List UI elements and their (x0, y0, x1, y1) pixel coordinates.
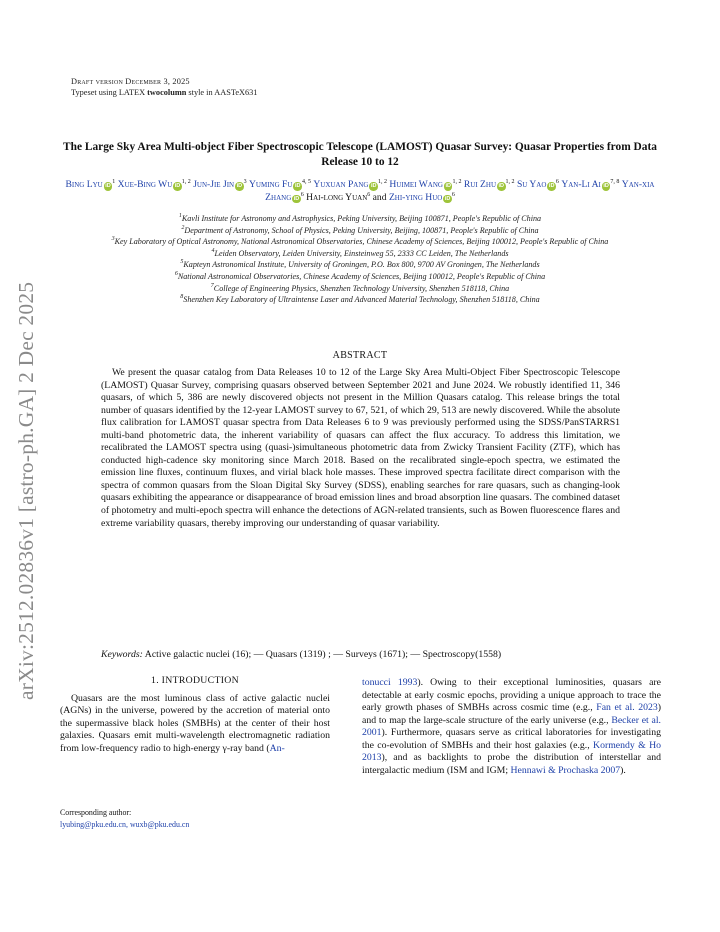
author-list (60, 179, 660, 204)
author-name: Hai-long Yuan (306, 191, 368, 203)
corresponding-label: Corresponding author: (60, 808, 132, 817)
affiliation: $^3$Key Laboratory of Optical Astronomy, National Astronomical Observatories, Chinese Academy of Sciences, Beijing 100012, People's Republic of China (111, 236, 609, 247)
right-column (362, 677, 661, 777)
author-affiliation-marker: 6 (555, 179, 559, 185)
latex-logo: LATEX (118, 87, 146, 97)
keywords-list: Active galactic nuclei (16); — Quasars (1319) ; — Surveys (1671); — Spectroscopy(1558) (142, 649, 502, 660)
author-affiliation-marker: 1, 2 (181, 179, 191, 185)
author-name[interactable]: Yuming Fu (249, 179, 293, 190)
author-name[interactable]: Huimei Wang (389, 179, 443, 190)
citation-antonucci[interactable]: An- (269, 742, 285, 754)
affiliation: $^5$Kapteyn Astronomical Institute, University of Groningen, P.O. Box 800, 9700 AV Groningen, The Netherlands (180, 259, 540, 270)
author-name[interactable]: Zhi-ying Huo (388, 191, 443, 203)
orcid-icon[interactable]: iD (444, 195, 451, 202)
author (66, 179, 116, 190)
affiliation: $^7$College of Engineering Physics, Shenzhen Technology University, Shenzhen 518118, China (210, 282, 510, 293)
author (193, 179, 246, 190)
header-note (71, 77, 257, 98)
intro-paragraph-right: tonucci 1993). Owing to their exceptional luminosities, quasars are detectable at early cosmic epochs, providing a unique approach to trace the early growth phases of SMBHs across cosmic time (e.g., Fan et al. 2023) and to map the large-scale structure of the early universe (e.g., Becker et al. 2001). Furthermore, quasars serve as critical laboratories for investigating the co-evolution of SMBHs and their host galaxies (e.g., Kormendy & Ho 2013), and as backlights to probe the distribution of interstellar and intergalactic medium (ISM and IGM; Hennawi & Prochaska 2007). (362, 677, 661, 776)
citation-antonucci-cont[interactable]: tonucci 1993 (362, 677, 418, 688)
abstract-heading: ABSTRACT (332, 350, 388, 361)
affiliations (60, 213, 660, 306)
orcid-icon[interactable]: iD (445, 183, 451, 189)
abstract-text: We present the quasar catalog from Data Releases 10 to 12 of the Large Sky Area Multi-Object Fiber Spectroscopic Telescope (LAMOST) Quasar Survey, comprising quasars observed between September 2021 and June 2024. We robustly identified 11, 346 quasars, of which 5, 386 are newly discovered objects not present in the Million Quasars catalog. This release brings the total number of quasars identified by the 12-year LAMOST survey to 67, 521, of which 29, 513 are newly discovered. While the absolute flux calibration for LAMOST quasar spectra from Data Releases 6 to 9 was previously performed using the SDSS/PanSTARRS1 multi-band photometric data, the inherent variability of quasars can affect the flux accuracy. To address this limitation, we recalibrated the LAMOST spectra using (quasi-)simultaneous photometric data from Zwicky Transient Facility (ZTF), which has conducted high-cadence sky monitoring since March 2018. Based on the recalibrated single-epoch spectra, we estimated the emission line fluxes, continuum fluxes, and virial black hole masses. These improved spectra facilitate direct comparison with the spectra of common quasars from the Sloan Digital Sky Survey (SDSS), enabling searches for rare quasars, such as changing-look quasars exhibiting the appearance or disappearance of broad emission lines and broad absorption line quasars. The combined dataset of photometry and multi-epoch spectra will enhance the detections of AGN-related transients, such as Bowen fluorescence flares and extreme variability quasars, thereby improving our understanding of quasar variability. (101, 367, 620, 529)
author (389, 192, 455, 203)
author-and: and (372, 191, 387, 203)
affiliation: $^1$Kavli Institute for Astronomy and Astrophysics, Peking University, Beijing 100871, People's Republic of China (178, 213, 542, 223)
author-name[interactable]: Xue-Bing Wu (117, 179, 173, 190)
author-name[interactable]: Su Yao (516, 179, 547, 190)
author-name[interactable]: Bing Lyu (65, 179, 103, 190)
author-affiliation-marker: 1, 2 (452, 179, 462, 185)
orcid-icon[interactable]: iD (105, 183, 111, 189)
typeset-line: Typeset using LATEX twocolumn style in AASTeX631 (71, 87, 258, 97)
orcid-icon[interactable]: iD (236, 183, 243, 189)
corresponding-emails[interactable]: lyubing@pku.edu.cn, wuxb@pku.edu.cn (60, 820, 190, 829)
orcid-icon[interactable]: iD (294, 183, 301, 189)
author-name[interactable]: Rui Zhu (463, 179, 497, 190)
author-affiliation-marker: 1, 2 (377, 179, 387, 185)
orcid-icon[interactable]: iD (498, 183, 505, 189)
author-affiliation-marker: 4, 5 (301, 179, 311, 185)
affiliation: $^4$Leiden Observatory, Leiden University, Einsteinweg 55, 2333 CC Leiden, The Netherlands (211, 247, 509, 258)
author-affiliation-marker: 3 (243, 179, 247, 185)
citation-kormendy[interactable]: Kormendy & Ho 2013 (362, 739, 661, 764)
keywords (101, 649, 620, 661)
orcid-icon[interactable]: iD (174, 183, 181, 189)
author-name[interactable]: Yuxuan Pang (313, 179, 369, 190)
author (561, 179, 619, 190)
arxiv-identifier-stamp: arXiv:2512.02836v1 [astro-ph.GA] 2 Dec 2025 (14, 281, 38, 700)
author (389, 179, 461, 190)
author-affiliation-marker: 1, 2 (505, 179, 515, 185)
orcid-icon[interactable]: iD (603, 183, 609, 189)
author-affiliation-marker: 6 (367, 191, 371, 198)
author-affiliation-marker: 6 (451, 191, 455, 198)
author (517, 179, 559, 190)
author-name[interactable]: Jun-Jie Jin (193, 179, 235, 190)
affiliation: $^2$Department of Astronomy, School of Physics, Peking University, Beijing, 100871, People's Republic of China (181, 224, 539, 235)
orcid-icon[interactable]: iD (548, 183, 555, 189)
left-column (60, 675, 330, 755)
affiliation: $^6$National Astronomical Observatories, Chinese Academy of Sciences, Beijing 100012, People's Republic of China (174, 270, 546, 281)
section-heading-introduction: 1. INTRODUCTION (151, 675, 239, 686)
author-affiliation-marker: 7, 8 (610, 179, 620, 185)
orcid-icon[interactable]: iD (293, 195, 300, 202)
author (306, 192, 370, 203)
citation-fan[interactable]: Fan et al. 2023 (596, 702, 658, 714)
author (118, 179, 191, 190)
author-name[interactable]: Yan-xia Zhang (265, 179, 655, 203)
orcid-icon[interactable]: iD (370, 183, 377, 189)
author-name[interactable]: Yan-Li Ai (561, 179, 601, 190)
affiliation: $^8$Shenzhen Key Laboratory of Ultraintense Laser and Advanced Material Technology, Shenzhen 518118, China (180, 294, 540, 305)
paper-title: The Large Sky Area Multi-object Fiber Spectroscopic Telescope (LAMOST) Quasar Survey: Quasar Properties from Data Release 10 to 12 (63, 141, 657, 168)
author (464, 179, 515, 190)
author-affiliation-marker: 1 (112, 179, 116, 185)
intro-paragraph-left: Quasars are the most luminous class of active galactic nuclei (AGNs) in the universe, powered by the accretion of material onto the supermassive black holes (SMBHs) at the center of their host galaxies. Quasars emit multi-wavelength electromagnetic radiation from low-frequency radio to high-energy γ-ray band (An- (60, 692, 330, 754)
citation-becker[interactable]: Becker et al. 2001 (362, 714, 661, 739)
author (313, 179, 387, 190)
author-affiliation-marker: 6 (300, 191, 304, 198)
corresponding-author (60, 807, 330, 831)
keywords-label: Keywords: (101, 649, 143, 660)
draft-version: Draft version December 3, 2025 (71, 77, 190, 86)
author (249, 179, 311, 190)
citation-hennawi[interactable]: Hennawi & Prochaska 2007 (510, 764, 621, 776)
